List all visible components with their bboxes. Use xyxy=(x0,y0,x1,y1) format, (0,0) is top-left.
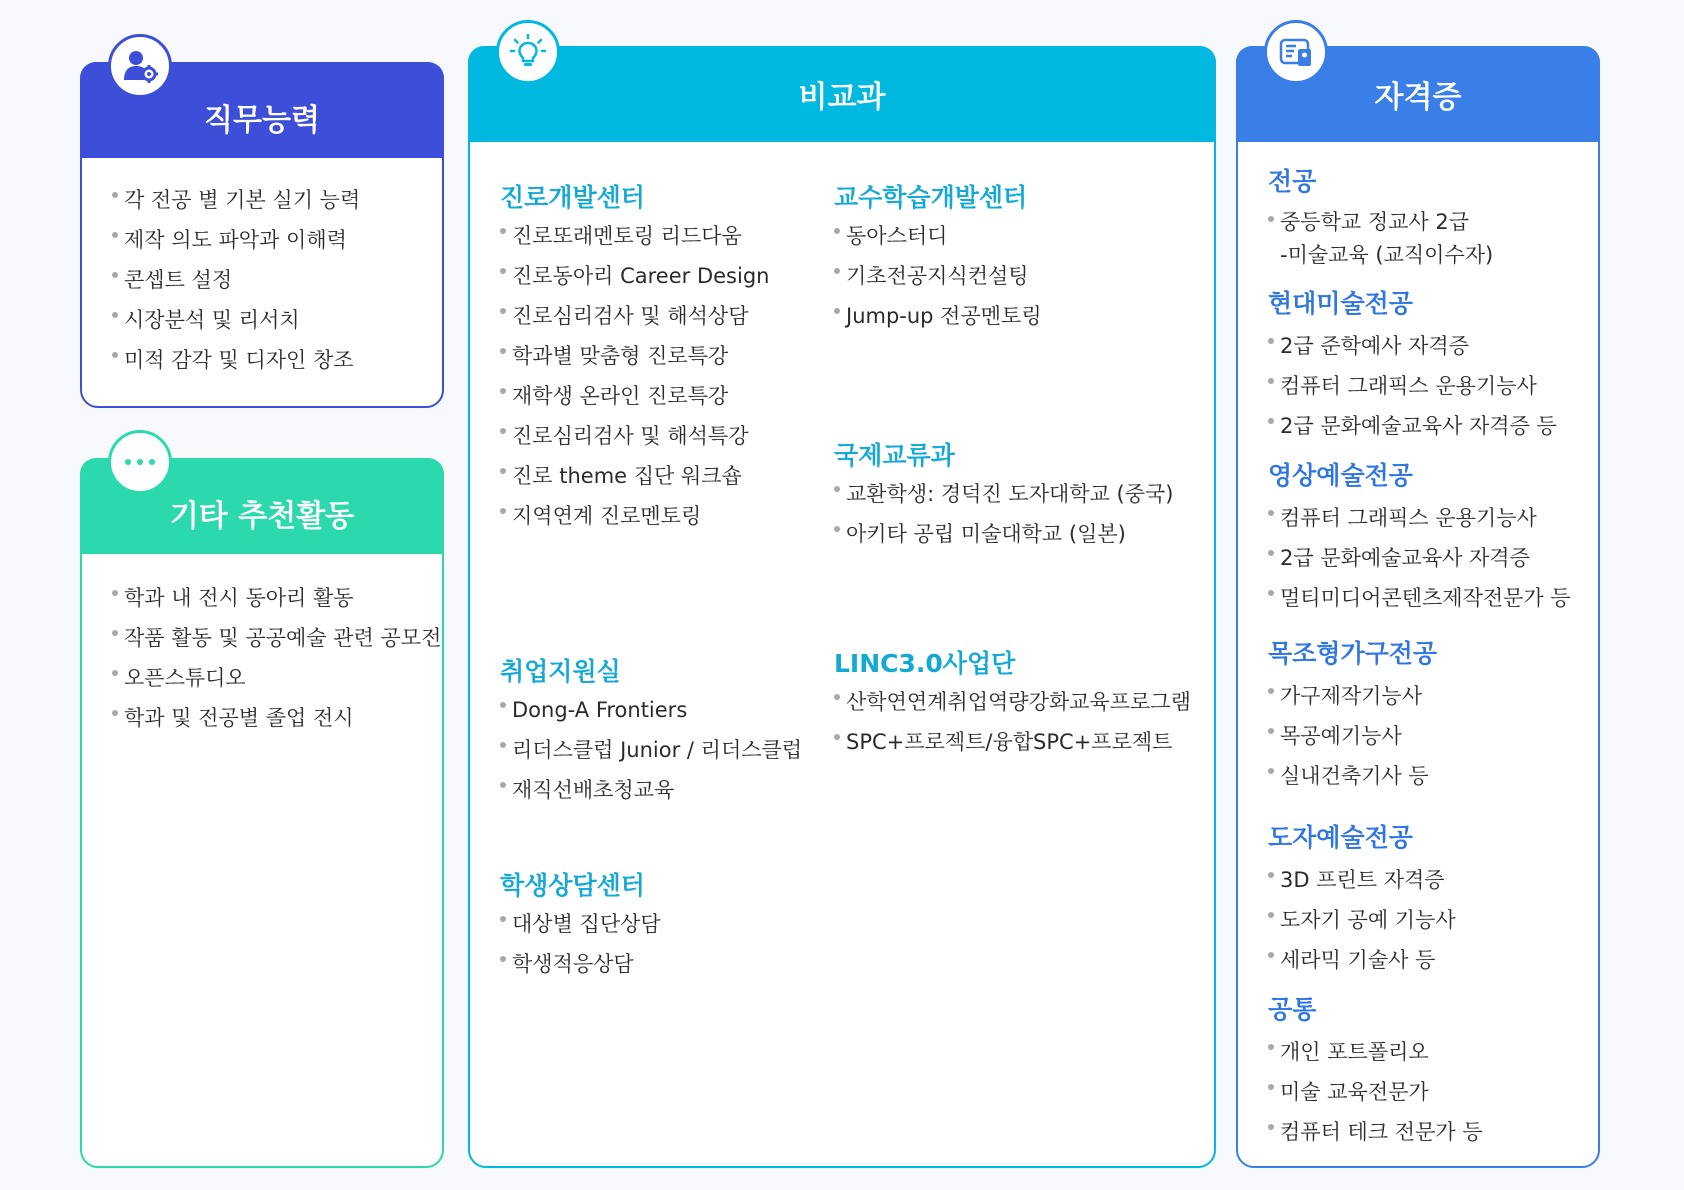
list-item: 2급 문화예술교육사 자격증 등 xyxy=(1268,406,1557,446)
certificate-icon xyxy=(1278,34,1314,70)
list-item: 기초전공지식컨설팅 xyxy=(834,256,1042,296)
list-item: 각 전공 별 기본 실기 능력 xyxy=(112,180,360,220)
extracurricular-card xyxy=(468,46,1216,1168)
section-title: 국제교류과 xyxy=(834,441,955,470)
cert-furniture-section xyxy=(1268,634,1437,796)
list-item: 중등학교 정교사 2급 xyxy=(1268,204,1493,240)
list-item: 리더스클럽 Junior / 리더스클럽 xyxy=(500,730,802,770)
list-item: 컴퓨터 테크 전문가 등 xyxy=(1268,1112,1483,1152)
list-item: 콘셉트 설정 xyxy=(112,260,360,300)
section-list xyxy=(1268,326,1557,446)
cert-video-art-section xyxy=(1268,456,1571,618)
career-center-section xyxy=(500,178,769,536)
list-item: 컴퓨터 그래픽스 운용기능사 xyxy=(1268,366,1557,406)
section-list xyxy=(1268,1032,1483,1152)
section-title: LINC3.0사업단 xyxy=(834,649,1016,678)
section-list xyxy=(500,904,661,984)
list-item: 교환학생: 경덕진 도자대학교 (중국) xyxy=(834,474,1174,514)
list-item: 학과별 맞춤형 진로특강 xyxy=(500,336,769,376)
list-item: 가구제작기능사 xyxy=(1268,676,1437,716)
list-item: 3D 프린트 자격증 xyxy=(1268,860,1456,900)
list-item: 목공예기능사 xyxy=(1268,716,1437,756)
list-item: Dong-A Frontiers xyxy=(500,690,802,730)
job-skills-title: 직무능력 xyxy=(204,103,320,138)
list-item: 세라믹 기술사 등 xyxy=(1268,940,1456,980)
list-item: 진로또래멘토링 리드다움 xyxy=(500,216,769,256)
list-item: 시장분석 및 리서치 xyxy=(112,300,360,340)
list-item: 오픈스튜디오 xyxy=(112,658,441,698)
extracurricular-badge xyxy=(496,20,560,84)
section-title: 공통 xyxy=(1268,995,1317,1024)
list-item: Jump-up 전공멘토링 xyxy=(834,296,1042,336)
list-item: SPC+프로젝트/융합SPC+프로젝트 xyxy=(834,722,1191,762)
international-section xyxy=(834,436,1174,554)
list-item: 재직선배초청교육 xyxy=(500,770,802,810)
section-list xyxy=(1268,204,1493,240)
list-item: 개인 포트폴리오 xyxy=(1268,1032,1483,1072)
list-item: 도자기 공예 기능사 xyxy=(1268,900,1456,940)
job-skills-list xyxy=(112,180,360,380)
list-item: 아키타 공립 미술대학교 (일본) xyxy=(834,514,1174,554)
other-activities-badge xyxy=(108,430,172,494)
list-item: 산학연연계취업역량강화교육프로그램 xyxy=(834,682,1191,722)
section-list xyxy=(834,216,1042,336)
section-title: 진로개발센터 xyxy=(500,183,645,212)
other-activities-card xyxy=(80,458,444,1168)
section-title: 영상예술전공 xyxy=(1268,461,1413,490)
other-activities-list xyxy=(112,578,441,738)
list-item: 2급 준학예사 자격증 xyxy=(1268,326,1557,366)
list-item: 멀티미디어콘텐츠제작전문가 등 xyxy=(1268,578,1571,618)
cert-modern-art-section xyxy=(1268,284,1557,446)
extracurricular-header xyxy=(468,46,1216,142)
list-item: 작품 활동 및 공공예술 관련 공모전 xyxy=(112,618,441,658)
job-skills-badge xyxy=(108,34,172,98)
list-item: 실내건축기사 등 xyxy=(1268,756,1437,796)
section-title: 도자예술전공 xyxy=(1268,823,1413,852)
section-list xyxy=(834,682,1191,762)
list-item: 미적 감각 및 디자인 창조 xyxy=(112,340,360,380)
section-title: 교수학습개발센터 xyxy=(834,183,1028,212)
list-item: 진로심리검사 및 해석특강 xyxy=(500,416,769,456)
section-list xyxy=(834,474,1174,554)
more-dots-icon xyxy=(122,456,158,468)
list-item-continuation: -미술교육 (교직이수자) xyxy=(1280,243,1494,267)
list-item: 학과 내 전시 동아리 활동 xyxy=(112,578,441,618)
certification-title: 자격증 xyxy=(1374,80,1462,115)
section-title: 취업지원실 xyxy=(500,657,621,686)
list-item: 진로심리검사 및 해석상담 xyxy=(500,296,769,336)
cert-ceramics-section xyxy=(1268,818,1456,980)
list-item: 진로 theme 집단 워크숍 xyxy=(500,456,769,496)
list-item: 진로동아리 Career Design xyxy=(500,256,769,296)
section-list xyxy=(1268,860,1456,980)
list-item: 재학생 온라인 진로특강 xyxy=(500,376,769,416)
list-item: 제작 의도 파악과 이해력 xyxy=(112,220,360,260)
section-list xyxy=(500,216,769,536)
section-list xyxy=(500,690,802,810)
list-item: 대상별 집단상담 xyxy=(500,904,661,944)
section-list xyxy=(1268,498,1571,618)
extracurricular-title: 비교과 xyxy=(798,80,886,115)
employment-section xyxy=(500,652,802,810)
list-item: 학과 및 전공별 졸업 전시 xyxy=(112,698,441,738)
list-item: 컴퓨터 그래픽스 운용기능사 xyxy=(1268,498,1571,538)
certification-badge xyxy=(1264,20,1328,84)
list-item: 학생적응상담 xyxy=(500,944,661,984)
list-item: 2급 문화예술교육사 자격증 xyxy=(1268,538,1571,578)
section-title: 현대미술전공 xyxy=(1268,289,1413,318)
job-skills-card xyxy=(80,62,444,408)
user-gear-icon xyxy=(122,48,158,84)
section-list xyxy=(1268,676,1437,796)
linc-section xyxy=(834,644,1191,762)
lightbulb-icon xyxy=(510,34,546,70)
counseling-center-section xyxy=(500,866,661,984)
cert-common-section xyxy=(1268,990,1483,1152)
cert-major-section xyxy=(1268,162,1493,270)
section-title: 전공 xyxy=(1268,167,1317,196)
other-activities-title: 기타 추천활동 xyxy=(169,499,355,534)
certification-card xyxy=(1236,46,1600,1168)
list-item: 지역연계 진로멘토링 xyxy=(500,496,769,536)
section-title: 학생상담센터 xyxy=(500,871,645,900)
section-title: 목조형가구전공 xyxy=(1268,639,1438,668)
list-item: 동아스터디 xyxy=(834,216,1042,256)
teaching-center-section xyxy=(834,178,1042,336)
list-item: 미술 교육전문가 xyxy=(1268,1072,1483,1112)
